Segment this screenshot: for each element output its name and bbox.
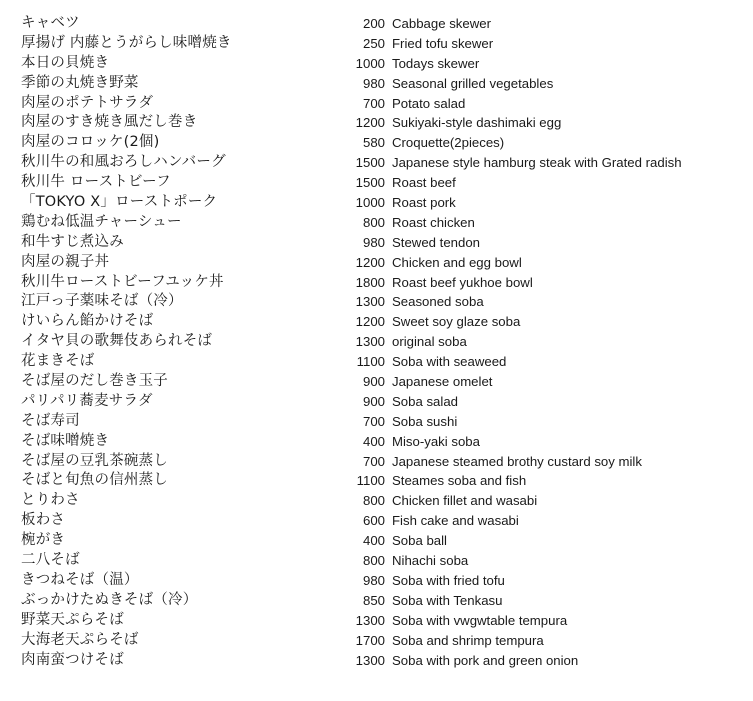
menu-item-japanese-name: 和牛すじ煮込み [21,233,124,250]
menu-item-price: 1000 [355,55,385,71]
menu-item-english-name: Soba with pork and green onion [392,652,579,668]
menu-item-row [0,113,753,133]
menu-item-japanese-name: 厚揚げ 内藤とうがらし味噌焼き [21,34,232,51]
menu-item-japanese-name: 秋川牛 ローストビーフ [21,174,171,191]
menu-item-price: 900 [362,393,385,409]
menu-item-english-name: Soba with seaweed [392,354,507,370]
menu-item-row [0,651,753,671]
menu-item-japanese-name: 二八そば [21,552,80,569]
menu-item-price: 1300 [355,294,385,310]
menu-item-japanese-name: けいらん餡かけそば [21,313,154,330]
menu-item-japanese-name: 肉屋のコロッケ(2個) [21,134,160,151]
menu-item-japanese-name: 大海老天ぷらそば [21,631,139,648]
menu-item-row [0,153,753,173]
menu-item-row [0,273,753,293]
menu-item-price: 800 [362,214,385,230]
menu-item-row [0,34,753,54]
menu-item-price: 250 [362,35,385,51]
menu-item-english-name: Soba with vwgwtable tempura [392,612,568,628]
menu-item-japanese-name: 季節の丸焼き野菜 [21,74,139,91]
menu-item-english-name: Roast beef [392,175,456,191]
menu-item-price: 1000 [355,195,385,211]
menu-item-japanese-name: イタヤ貝の歌舞伎あられそば [21,333,213,350]
menu-item-row [0,551,753,571]
menu-item-english-name: Sweet soy glaze soba [392,314,521,330]
menu-item-row [0,14,753,34]
menu-item-japanese-name: 椀がき [21,532,66,549]
menu-item-japanese-name: きつねそば（温） [21,571,139,588]
menu-item-japanese-name: パリパリ蕎麦サラダ [21,392,153,409]
menu-item-price: 980 [362,75,385,91]
menu-item-english-name: Seasonal grilled vegetables [392,75,554,91]
menu-item-price: 1800 [355,274,385,290]
menu-item-japanese-name: 江戸っ子薬味そば（冷） [21,293,183,310]
menu-item-english-name: Cabbage skewer [392,16,491,31]
menu-item-english-name: Miso-yaki soba [392,433,480,449]
menu-item-english-name: Soba with Tenkasu [392,592,503,608]
menu-item-japanese-name: 本日の貝焼き [21,54,110,71]
menu-item-english-name: Potato salad [392,95,466,111]
menu-item-english-name: Sukiyaki-style dashimaki egg [392,115,562,131]
menu-item-english-name: Todays skewer [392,55,480,71]
menu-item-row [0,471,753,491]
menu-item-row [0,372,753,392]
menu-item-row [0,571,753,591]
menu-item-japanese-name: ぶっかけたぬきそば（冷） [21,591,198,608]
menu-item-japanese-name: 肉南蛮つけそば [21,651,124,668]
menu-item-row [0,133,753,153]
menu-item-price: 800 [362,493,385,509]
menu-item-price: 1200 [355,314,385,330]
menu-item-price: 400 [362,433,385,449]
menu-item-price: 1500 [355,155,385,171]
menu-item-japanese-name: 花まきそば [21,353,95,370]
menu-item-price: 200 [362,16,385,31]
menu-item-japanese-name: 秋川牛ローストビーフユッケ丼 [21,273,224,290]
menu-item-row [0,531,753,551]
menu-item-english-name: Seasoned soba [392,294,484,310]
menu-item-price: 1500 [355,175,385,191]
menu-item-row [0,332,753,352]
menu-item-english-name: Roast pork [392,195,456,211]
menu-item-row [0,591,753,611]
menu-item-row [0,173,753,193]
menu-item-price: 900 [362,374,385,390]
menu-item-english-name: Croquette(2pieces) [392,135,505,151]
menu-item-row [0,312,753,332]
menu-item-english-name: Japanese omelet [392,374,493,390]
menu-item-row [0,432,753,452]
menu-item-japanese-name: 鶏むね低温チャーシュー [21,213,182,230]
menu-item-row [0,412,753,432]
menu-item-price: 850 [362,592,385,608]
menu-item-row [0,631,753,651]
menu-item-price: 700 [362,413,385,429]
menu-item-row [0,352,753,372]
menu-item-english-name: Japanese style hamburg steak with Grated radish [392,155,682,171]
menu-item-japanese-name: とりわさ [21,492,80,509]
menu-item-japanese-name: 「TOKYO X」ローストポーク [21,194,218,211]
menu-item-price: 800 [362,553,385,569]
menu-item-row [0,511,753,531]
menu-item-row [0,292,753,312]
menu-item-row [0,392,753,412]
menu-list [0,14,753,670]
menu-item-price: 700 [362,453,385,469]
menu-item-english-name: Chicken and egg bowl [392,254,522,270]
menu-item-english-name: Fried tofu skewer [392,35,494,51]
menu-item-row [0,611,753,631]
menu-item-english-name: Chicken fillet and wasabi [392,493,538,509]
menu-item-english-name: original soba [392,334,467,350]
menu-item-english-name: Nihachi soba [392,553,469,569]
menu-item-price: 400 [362,533,385,549]
menu-item-price: 1300 [355,612,385,628]
menu-item-english-name: Soba salad [392,393,458,409]
menu-item-japanese-name: 肉屋のポテトサラダ [21,94,154,111]
menu-item-japanese-name: 板わさ [21,512,66,529]
menu-item-price: 580 [362,135,385,151]
menu-item-english-name: Steames soba and fish [392,473,527,489]
menu-item-price: 1100 [356,473,385,489]
menu-item-row [0,491,753,511]
menu-item-row [0,213,753,233]
menu-item-japanese-name: そば屋の豆乳茶碗蒸し [21,452,168,469]
menu-item-japanese-name: キャベツ [21,15,80,31]
menu-item-english-name: Soba ball [392,533,447,549]
menu-item-english-name: Soba sushi [392,413,458,429]
menu-item-japanese-name: 野菜天ぷらそば [21,611,124,628]
menu-item-price: 1200 [355,254,385,270]
menu-item-price: 1100 [356,354,385,370]
menu-item-japanese-name: 肉屋のすき焼き風だし巻き [21,114,198,131]
menu-item-price: 980 [362,234,385,250]
menu-item-japanese-name: 秋川牛の和風おろしハンバーグ [21,154,226,171]
menu-item-english-name: Stewed tendon [392,234,480,250]
menu-item-japanese-name: そば寿司 [21,412,80,429]
menu-item-price: 600 [362,513,385,529]
menu-item-japanese-name: 肉屋の親子丼 [21,253,110,270]
menu-item-japanese-name: そば屋のだし巻き玉子 [21,373,168,390]
menu-item-price: 1700 [355,632,385,648]
menu-item-english-name: Roast beef yukhoe bowl [392,274,533,290]
menu-item-price: 1200 [355,115,385,131]
menu-item-english-name: Soba with fried tofu [392,572,505,588]
menu-item-row [0,233,753,253]
menu-item-english-name: Roast chicken [392,214,475,230]
menu-item-row [0,193,753,213]
menu-item-price: 700 [362,95,385,111]
menu-item-row [0,94,753,114]
menu-item-price: 1300 [355,334,385,350]
menu-item-price: 1300 [355,652,385,668]
menu-item-english-name: Fish cake and wasabi [392,513,519,529]
menu-item-row [0,54,753,74]
menu-item-japanese-name: そば味噌焼き [21,432,110,449]
menu-item-english-name: Japanese steamed brothy custard soy milk [392,453,642,469]
menu-item-english-name: Soba and shrimp tempura [392,632,544,648]
menu-item-price: 980 [362,572,385,588]
menu-item-row [0,74,753,94]
menu-item-row [0,253,753,273]
menu-item-row [0,452,753,472]
menu-item-japanese-name: そばと旬魚の信州蒸し [21,472,168,489]
